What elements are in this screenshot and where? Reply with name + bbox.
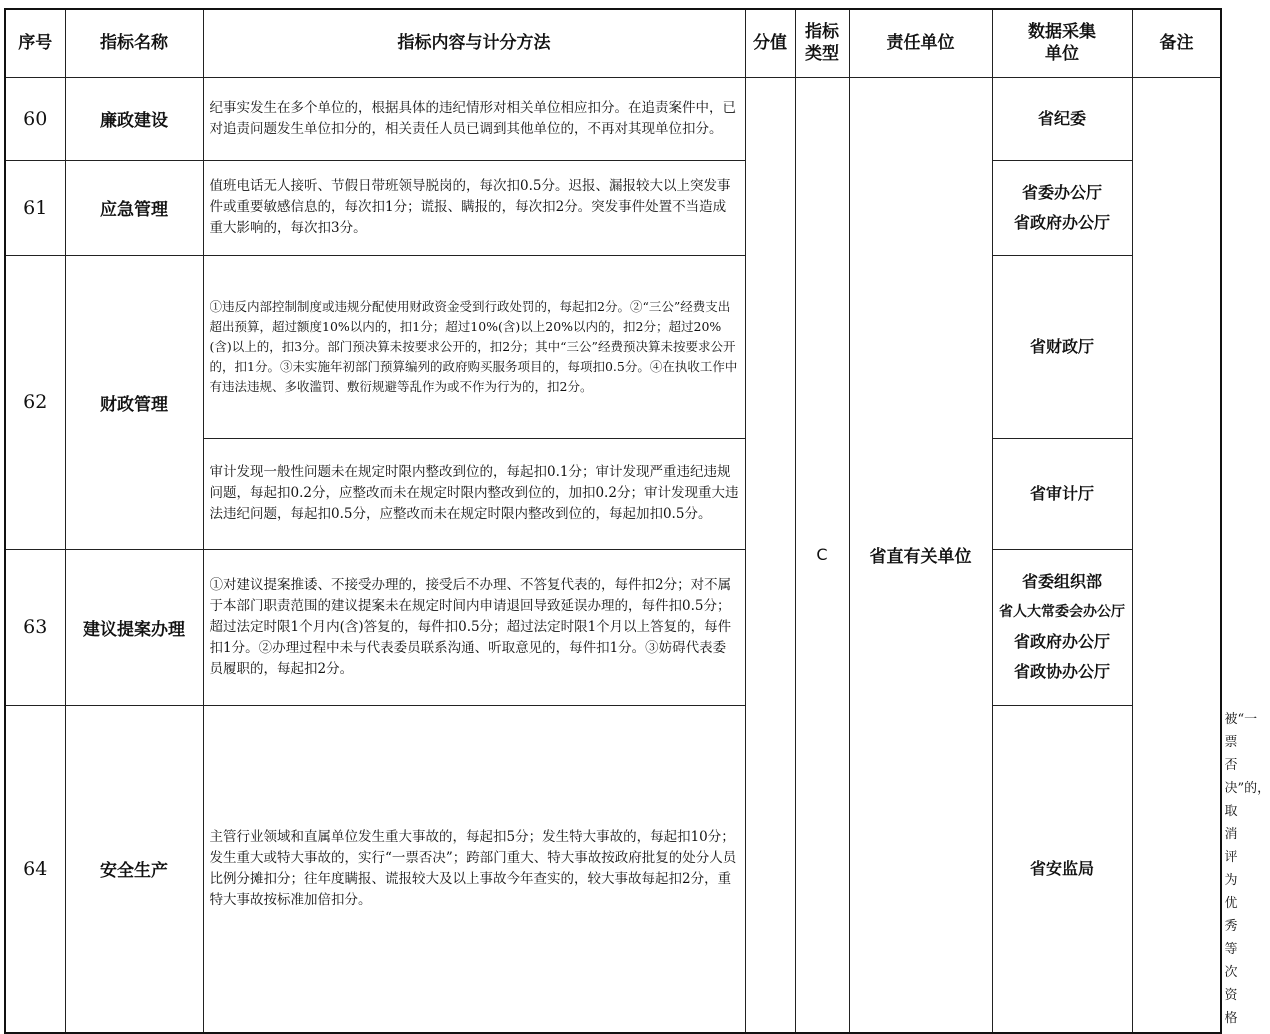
- header-collector-line2: 单位: [1045, 44, 1079, 65]
- collector-unit: 省政府办公厅: [1013, 632, 1110, 651]
- row-seq: 62: [5, 255, 65, 549]
- row-content: 主管行业领域和直属单位发生重大事故的，每起扣5分；发生特大事故的，每起扣10分；发生重大或特大事故的，实行“一票否决”；跨部门重大、特大事故按政府批复的处分人员比例分摊扣分；往年度瞒报、谎报较大及以上事故今年查实的，较大事故每起扣2分，重特大事故按标准加倍扣分。: [203, 705, 745, 1033]
- header-score: 分值: [745, 9, 795, 77]
- indicator-table: [4, 8, 1270, 1034]
- header-name: 指标名称: [65, 9, 203, 77]
- row-seq: 60: [5, 77, 65, 160]
- responsible-cell: 省直有关单位: [849, 77, 992, 1033]
- collector-cell: [992, 77, 1132, 160]
- row-seq: 61: [5, 160, 65, 255]
- row-content: 纪事实发生在多个单位的，根据具体的违纪情形对相关单位相应扣分。在追责案件中，已对追责问题发生单位扣分的，相关责任人员已调到其他单位的，不再对其现单位扣分。: [203, 77, 745, 160]
- row-content: 审计发现一般性问题未在规定时限内整改到位的，每起扣0.1分；审计发现严重违纪违规问题，每起扣0.2分，应整改而未在规定时限内整改到位的，加扣0.2分；审计发现重大违法违纪问题，每起扣0.5分，应整改而未在规定时限内整改到位的，每起加扣0.5分。: [203, 438, 745, 549]
- row-seq: 64: [5, 705, 65, 1033]
- collector-unit: 省人大常委会办公厅: [999, 604, 1125, 620]
- collector-unit: 省政协办公厅: [1013, 662, 1110, 681]
- header-remark: 备注: [1132, 9, 1221, 77]
- collector-unit: 省审计厅: [1029, 483, 1094, 503]
- header-type-line1: 指标: [805, 22, 839, 43]
- header-seq: 序号: [5, 9, 65, 77]
- collector-unit: 省政府办公厅: [1013, 212, 1110, 232]
- table-row: [5, 255, 1221, 438]
- collector-cell: [992, 438, 1132, 549]
- indicator-table-sheet: [4, 8, 1270, 1026]
- table-row: [5, 160, 1221, 255]
- collector-cell: [992, 549, 1132, 705]
- row-content: ①对建议提案推诿、不接受办理的，接受后不办理、不答复代表的，每件扣2分；对不属于本部门职责范围的建议提案未在规定时间内申请退回导致延误办理的，每件扣0.5分；超过法定时限1个月内(含)答复的，每件扣0.5分；超过法定时限1个月以上答复的，每件扣1分。②办理过程中未与代表委员联系沟通、听取意见的，每件扣1分。③妨碍代表委员履职的，每起扣2分。: [203, 549, 745, 705]
- collector-cell: [992, 255, 1132, 438]
- row-content: 值班电话无人接听、节假日带班领导脱岗的，每次扣0.5分。迟报、漏报较大以上突发事件或重要敏感信息的，每次扣1分；谎报、瞒报的，每次扣2分。突发事件处置不当造成重大影响的，每次扣3分。: [203, 160, 745, 255]
- header-content: 指标内容与计分方法: [203, 9, 745, 77]
- header-type: [795, 9, 849, 77]
- header-collector: [992, 9, 1132, 77]
- collector-cell: [992, 705, 1132, 1033]
- table-row: [5, 549, 1221, 705]
- row-name: 应急管理: [65, 160, 203, 255]
- table-row: [5, 77, 1221, 160]
- score-cell: [745, 77, 795, 1033]
- row-name: 财政管理: [65, 255, 203, 549]
- remark-cell-empty: [1132, 77, 1221, 1033]
- row-content: ①违反内部控制制度或违规分配使用财政资金受到行政处罚的，每起扣2分。②“三公”经费支出超出预算，超过额度10%以内的，扣1分；超过10%(含)以上20%以内的，扣2分；超过20%(含)以上的，扣3分。部门预决算未按要求公开的，扣2分；其中“三公”经费预决算未按要求公开的，扣1分。③未实施年初部门预算编列的政府购买服务项目的，每项扣0.5分。④在执收工作中有违法违规、多收滥罚、敷衍规避等乱作为或不作为行为的，扣2分。: [203, 255, 745, 438]
- collector-cell: [992, 160, 1132, 255]
- header-row: [5, 9, 1221, 77]
- type-cell: C: [795, 77, 849, 1033]
- collector-unit: 省委组织部: [1021, 572, 1102, 591]
- row-name: 廉政建设: [65, 77, 203, 160]
- collector-unit: 省委办公厅: [1021, 182, 1102, 202]
- row-name: 安全生产: [65, 705, 203, 1033]
- header-responsible: 责任单位: [849, 9, 992, 77]
- collector-unit: 省安监局: [1029, 858, 1094, 878]
- header-collector-line1: 数据采集: [1028, 22, 1096, 43]
- header-type-line2: 类型: [805, 44, 839, 65]
- collector-unit: 省财政厅: [1029, 336, 1094, 356]
- collector-unit: 省纪委: [1037, 108, 1086, 128]
- row-name: 建议提案办理: [65, 549, 203, 705]
- row-seq: 63: [5, 549, 65, 705]
- table-row: 64 安全生产 主管行业领域和直属单位发生重大事故的，每起扣5分；发生特大事故的，每起扣10分；发生重大或特大事故的，实行“一票否决”；跨部门重大、特大事故按政府批复的处分人员比例分摊扣分；往年度瞒报、谎报较大及以上事故今年查实的，较大事故每起扣2分，重特大事故按标准加倍扣分。 省安监局 被“一票否决”的，取消评为优秀等次资格: [5, 705, 1221, 1033]
